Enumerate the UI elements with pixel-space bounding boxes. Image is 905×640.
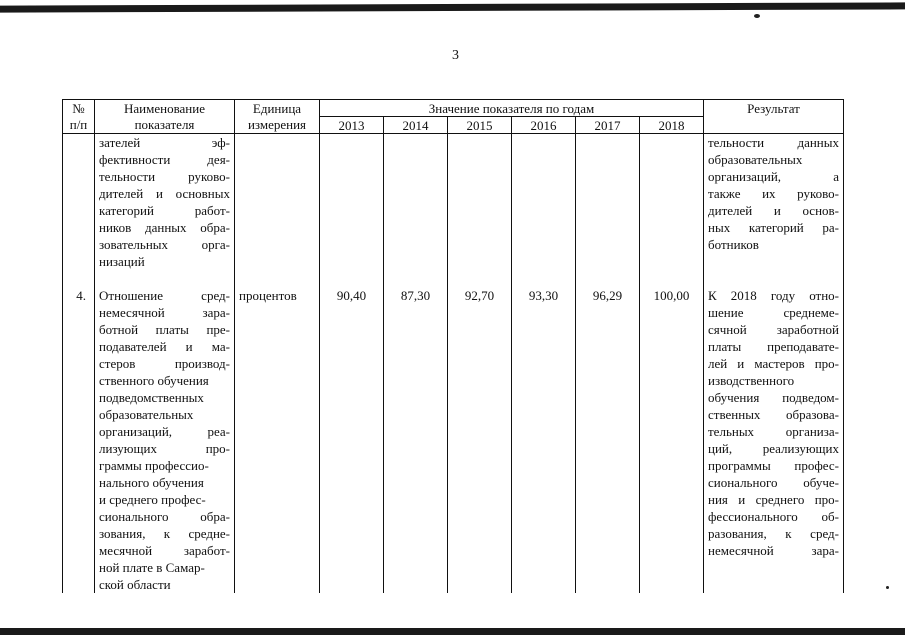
result-cell <box>704 134 844 271</box>
table-row <box>63 270 844 593</box>
text-line: образовательных <box>99 407 194 422</box>
page-number: 3 <box>452 48 459 63</box>
header-number: № <box>63 100 95 117</box>
text-line: лей и мастеров про- <box>708 356 839 371</box>
text-line: ных категорий ра- <box>708 220 839 235</box>
indicator-name <box>95 134 235 271</box>
text-line: подведомственных <box>99 390 204 405</box>
text-line: изводственного <box>708 373 795 388</box>
text-line: также их руково- <box>708 186 839 201</box>
text-line: месячной заработ- <box>99 543 230 558</box>
value-2016: 93,30 <box>512 270 576 593</box>
header-number-sub: п/п <box>63 117 95 134</box>
table-row <box>63 134 844 271</box>
header-year: 2017 <box>576 117 640 134</box>
text-line: дителей и основных <box>99 186 230 201</box>
text-line: зовательных орга- <box>99 237 230 252</box>
text-line: стеров производ- <box>99 356 230 371</box>
unit-cell: процентов <box>235 270 320 593</box>
header-values-by-year: Значение показателя по годам <box>320 100 704 117</box>
scan-border-top <box>0 2 905 12</box>
header-year: 2015 <box>448 117 512 134</box>
text-line: организаций, реа- <box>99 424 230 439</box>
text-line: немесячной зара- <box>708 543 839 558</box>
text-line: категорий работ- <box>99 203 230 218</box>
indicator-name <box>95 270 235 593</box>
header-unit-sub: измерения <box>235 117 320 134</box>
text-line: образовательных <box>708 152 803 167</box>
value-2014: 87,30 <box>384 270 448 593</box>
scan-speck <box>886 586 889 589</box>
scan-border-bottom <box>0 628 905 635</box>
row-number <box>63 134 95 271</box>
text-line: ния и среднего про- <box>708 492 839 507</box>
text-line: сионального обуче- <box>708 475 839 490</box>
text-line: подавателей и ма- <box>99 339 230 354</box>
text-line: К 2018 году отно- <box>708 288 839 303</box>
header-year: 2014 <box>384 117 448 134</box>
text-line: тельности данных <box>708 135 839 150</box>
unit-cell <box>235 134 320 271</box>
text-line: ной плате в Самар- <box>99 560 205 575</box>
text-line: Отношение сред- <box>99 288 230 303</box>
value-cell <box>384 134 448 271</box>
header-year: 2016 <box>512 117 576 134</box>
text-line: фессионального об- <box>708 509 839 524</box>
text-line: зателей эф- <box>99 135 230 150</box>
value-cell <box>576 134 640 271</box>
text-line: тельных организа- <box>708 424 839 439</box>
text-line: и среднего профес- <box>99 492 206 507</box>
text-line: граммы профессио- <box>99 458 209 473</box>
indicators-table <box>62 99 844 593</box>
text-line: разования, к сред- <box>708 526 839 541</box>
text-line: дителей и основ- <box>708 203 839 218</box>
row-number: 4. <box>63 270 95 593</box>
text-line: фективности дея- <box>99 152 230 167</box>
value-2017: 96,29 <box>576 270 640 593</box>
value-cell <box>448 134 512 271</box>
text-line: лизующих про- <box>99 441 230 456</box>
text-line: программы профес- <box>708 458 839 473</box>
result-cell <box>704 270 844 593</box>
text-line: сячной заработной <box>708 322 839 337</box>
header-result-sub <box>704 117 844 134</box>
text-line: нального обучения <box>99 475 204 490</box>
text-line: организаций, а <box>708 169 839 184</box>
text-line: ственных образова- <box>708 407 839 422</box>
text-line: ботной платы пре- <box>99 322 230 337</box>
text-line: шение среднеме- <box>708 305 839 320</box>
text-line: тельности руково- <box>99 169 230 184</box>
header-result: Результат <box>704 100 844 117</box>
header-unit: Единица <box>235 100 320 117</box>
scan-speck <box>754 14 760 18</box>
value-cell <box>640 134 704 271</box>
value-2013: 90,40 <box>320 270 384 593</box>
text-line: ников данных обра- <box>99 220 230 235</box>
header-year: 2013 <box>320 117 384 134</box>
value-2018: 100,00 <box>640 270 704 593</box>
text-line: ской области <box>99 577 171 592</box>
value-cell <box>512 134 576 271</box>
text-line: немесячной зара- <box>99 305 230 320</box>
text-line: платы преподавате- <box>708 339 839 354</box>
value-2015: 92,70 <box>448 270 512 593</box>
text-line: ций, реализующих <box>708 441 839 456</box>
header-year: 2018 <box>640 117 704 134</box>
text-line: сионального обра- <box>99 509 230 524</box>
header-indicator-name-sub: показателя <box>95 117 235 134</box>
text-line: ботников <box>708 237 759 252</box>
value-cell <box>320 134 384 271</box>
text-line: обучения подведом- <box>708 390 839 405</box>
text-line: зования, к средне- <box>99 526 230 541</box>
text-line: ственного обучения <box>99 373 209 388</box>
header-indicator-name: Наименование <box>95 100 235 117</box>
text-line: низаций <box>99 254 145 269</box>
